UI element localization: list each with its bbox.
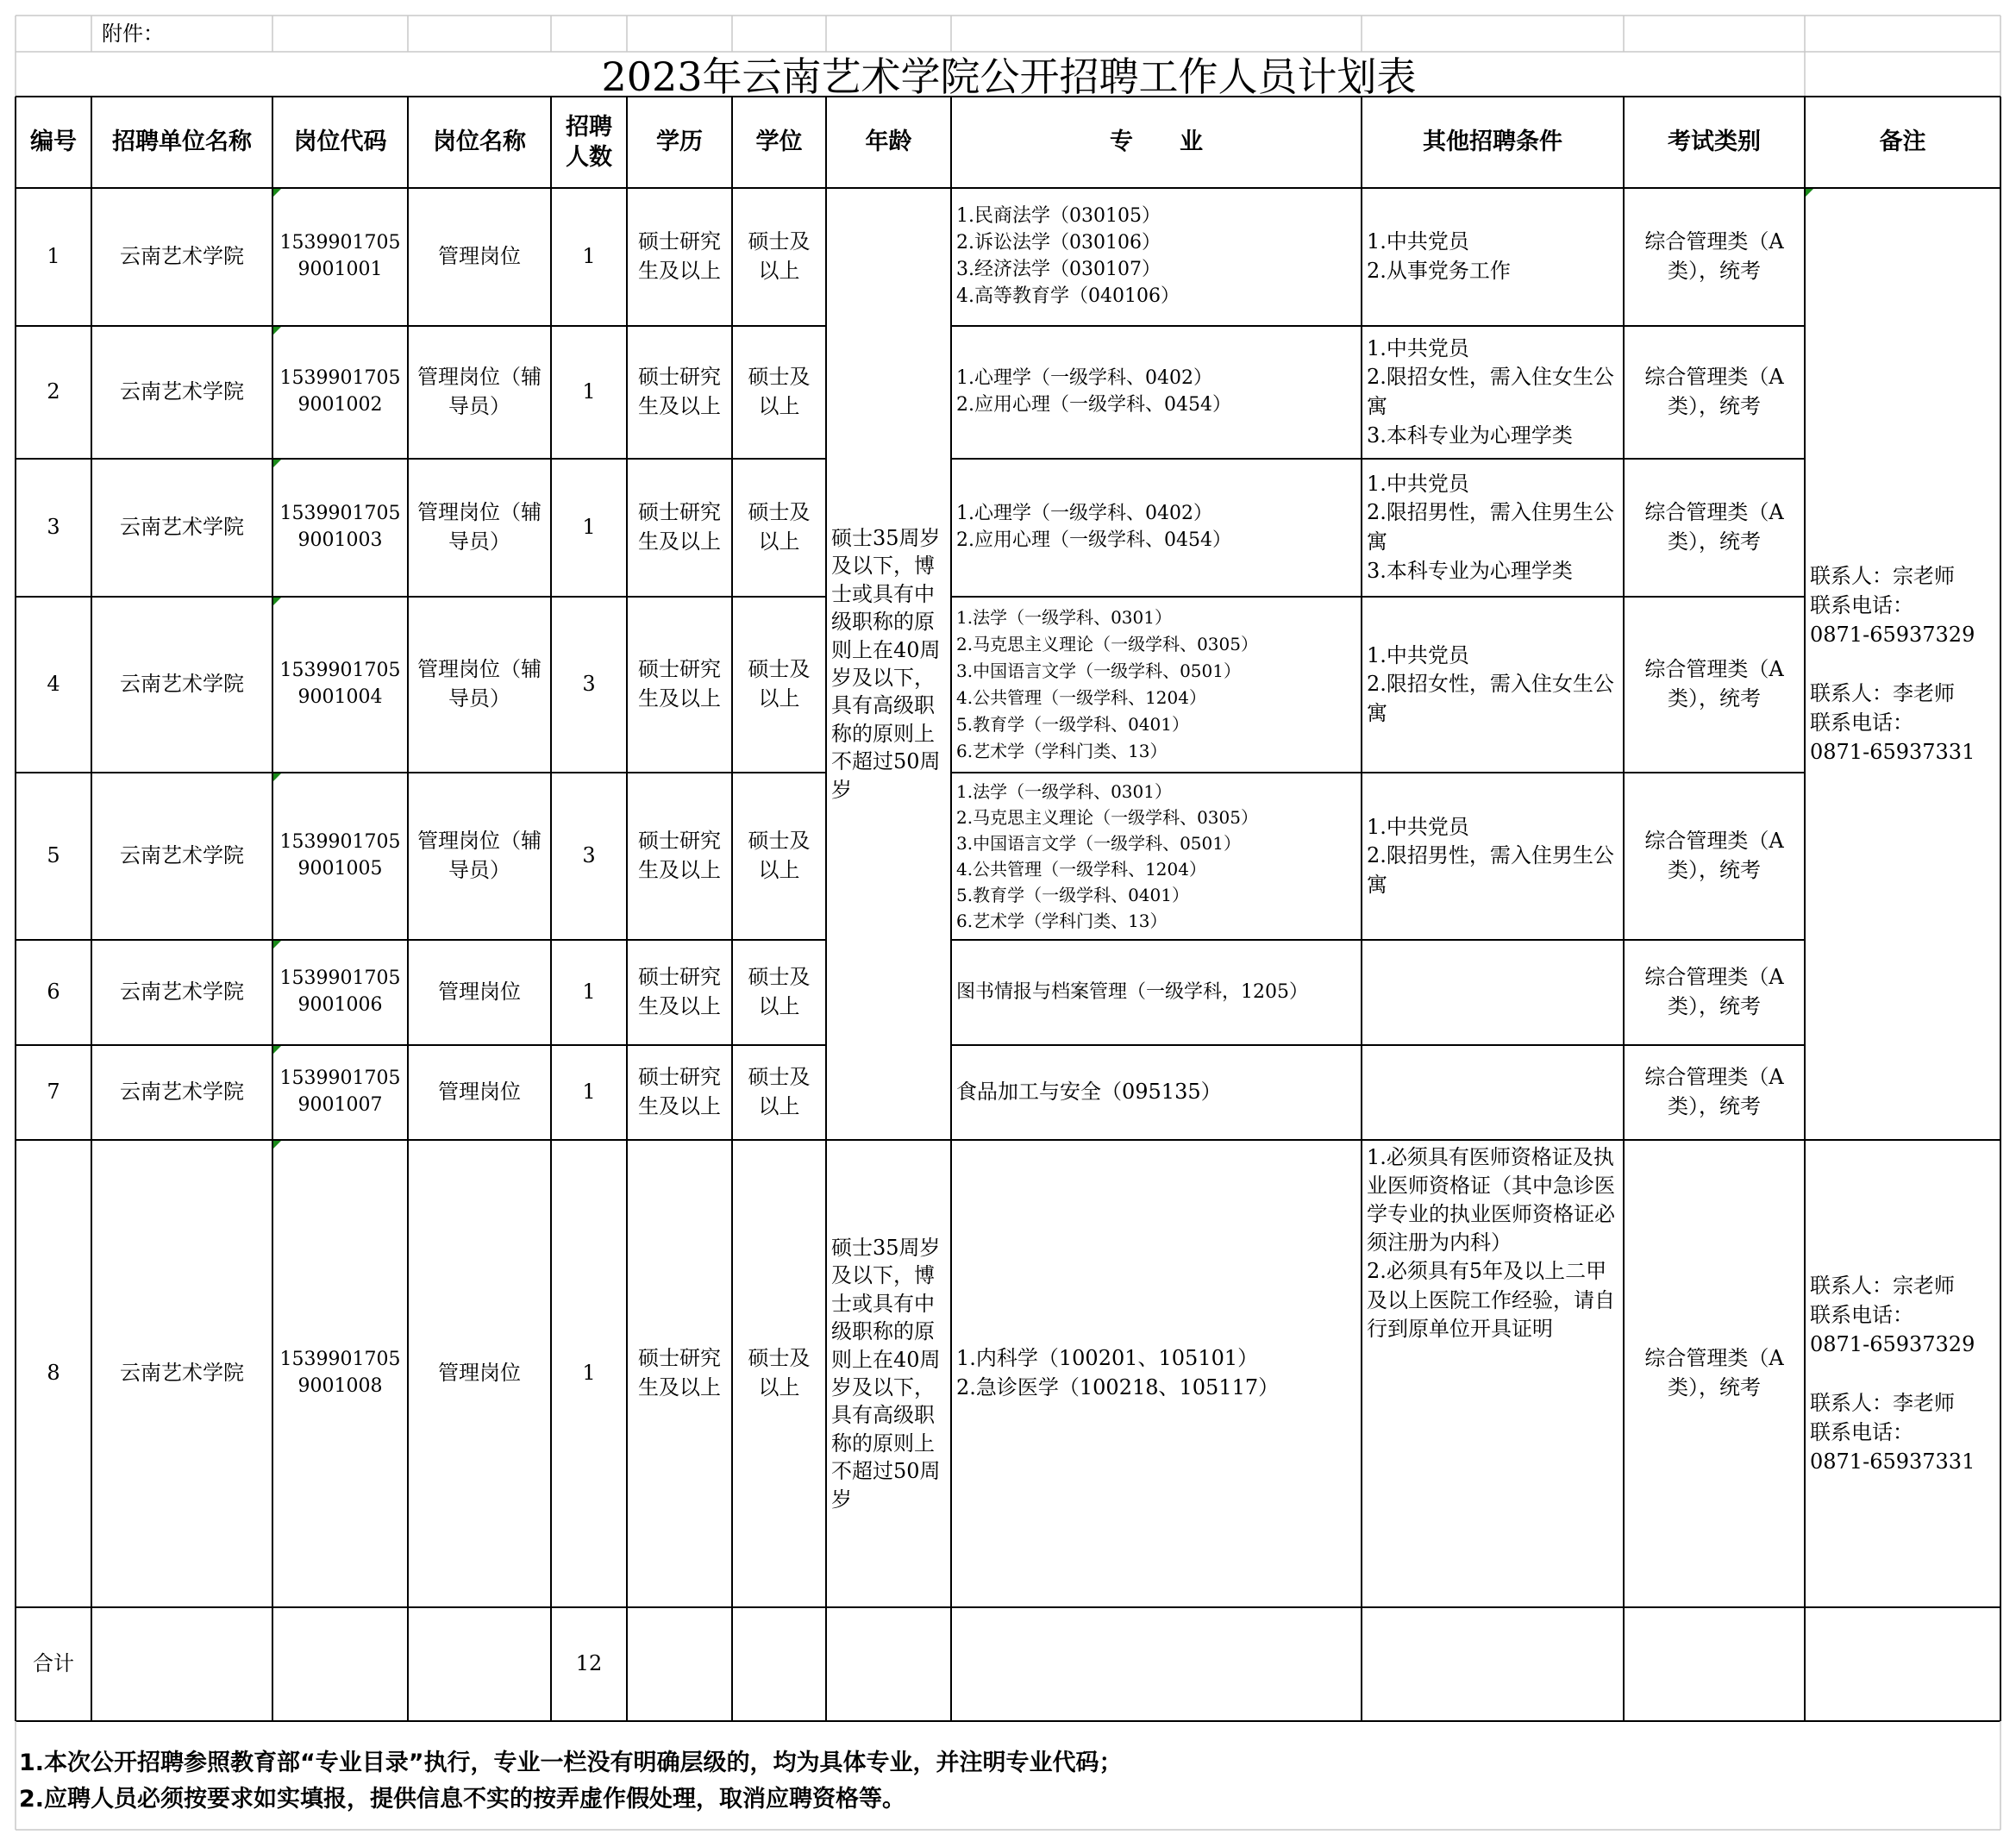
- row-8-exam: 综合管理类（A类），统考: [1644, 1346, 1784, 1399]
- row-6-exam: 综合管理类（A类），统考: [1644, 965, 1784, 1018]
- row-5-count: 3: [582, 843, 596, 868]
- row-2-exam: 综合管理类（A类），统考: [1644, 365, 1784, 418]
- row-7-exam: 综合管理类（A类），统考: [1644, 1065, 1784, 1118]
- row-7-count: 1: [582, 1080, 596, 1105]
- row-5-code: 15399017059001005: [279, 831, 401, 880]
- row-1-other: 1.中共党员 2.从事党务工作: [1367, 229, 1511, 283]
- row-5-education: 硕士研究生及以上: [638, 829, 721, 882]
- row-6-code: 15399017059001006: [279, 967, 401, 1016]
- header-age: 年龄: [865, 128, 912, 156]
- row-3-name: 管理岗位（辅导员）: [417, 500, 542, 554]
- row-6-count: 1: [582, 980, 596, 1005]
- note-2: 2.应聘人员必须按要求如实填报，提供信息不实的按弄虚作假处理，取消应聘资格等。: [19, 1786, 906, 1813]
- row-8-name: 管理岗位: [438, 1361, 521, 1386]
- row-8-count: 1: [582, 1361, 596, 1386]
- row-1-degree: 硕士及以上: [748, 229, 811, 283]
- attachment-label: 附件：: [102, 22, 164, 47]
- remark-contact-row-8: 联系人：宗老师 联系电话： 0871-65937329 联系人：李老师 联系电话： 0871-65937331: [1810, 1273, 1975, 1474]
- header-other-conditions: 其他招聘条件: [1423, 128, 1562, 156]
- row-6-education: 硕士研究生及以上: [638, 965, 721, 1018]
- age-requirement-rows-1-7: 硕士35周岁及以下，博士或具有中级职称的原则上在40周岁及以下，具有高级职称的原则上不超过50周岁: [831, 526, 941, 802]
- row-4-education: 硕士研究生及以上: [638, 657, 721, 711]
- row-5-other: 1.中共党员 2.限招男性，需入住男生公寓: [1367, 814, 1614, 897]
- row-2-code: 15399017059001002: [279, 367, 401, 416]
- row-7-degree: 硕士及以上: [748, 1065, 811, 1118]
- row-8-unit: 云南艺术学院: [120, 1361, 244, 1386]
- row-7-no: 7: [47, 1080, 60, 1105]
- total-count: 12: [575, 1651, 603, 1676]
- row-6-other: [1362, 940, 1624, 1045]
- row-2-degree: 硕士及以上: [748, 365, 811, 418]
- header-exam-type: 考试类别: [1668, 128, 1761, 156]
- row-2-education: 硕士研究生及以上: [638, 365, 721, 418]
- row-1-name: 管理岗位: [438, 244, 521, 269]
- row-2-other: 1.中共党员 2.限招女性，需入住女生公寓 3.本科专业为心理学类: [1367, 335, 1614, 448]
- row-5-degree: 硕士及以上: [748, 829, 811, 882]
- row-4-other: 1.中共党员 2.限招女性，需入住女生公寓: [1367, 642, 1614, 725]
- row-8-degree: 硕士及以上: [748, 1346, 811, 1399]
- row-8-major: 1.内科学（100201、105101） 2.急诊医学（100218、105117）: [956, 1346, 1280, 1399]
- row-7-name: 管理岗位: [438, 1080, 521, 1105]
- row-3-code: 15399017059001003: [279, 503, 401, 551]
- row-5-name: 管理岗位（辅导员）: [417, 829, 542, 882]
- row-8-code: 15399017059001008: [279, 1349, 401, 1397]
- row-2-unit: 云南艺术学院: [120, 379, 244, 404]
- row-8-no: 8: [47, 1361, 60, 1386]
- row-4-degree: 硕士及以上: [748, 657, 811, 711]
- row-8-education: 硕士研究生及以上: [638, 1346, 721, 1399]
- row-2-name: 管理岗位（辅导员）: [417, 365, 542, 418]
- header-count: 招聘 人数: [566, 113, 612, 171]
- row-5-unit: 云南艺术学院: [120, 843, 244, 868]
- row-2-count: 1: [582, 379, 596, 404]
- row-3-exam: 综合管理类（A类），统考: [1644, 500, 1784, 554]
- row-7-code: 15399017059001007: [279, 1068, 401, 1116]
- row-3-unit: 云南艺术学院: [120, 515, 244, 540]
- row-5-no: 5: [47, 843, 60, 868]
- row-5-major: 1.法学（一级学科、0301） 2.马克思主义理论（一级学科、0305） 3.中国语言文学（一级学科、0501） 4.公共管理（一级学科、1204） 5.教育学（一级学科、0401） 6.艺术学（学科门类、13）: [956, 781, 1258, 931]
- row-3-other: 1.中共党员 2.限招男性，需入住男生公寓 3.本科专业为心理学类: [1367, 471, 1614, 583]
- header-remark: 备注: [1879, 128, 1926, 156]
- page-title: 2023年云南艺术学院公开招聘工作人员计划表: [601, 53, 1417, 100]
- row-1-count: 1: [582, 244, 596, 269]
- total-label: 合计: [33, 1651, 74, 1676]
- row-2-major: 1.心理学（一级学科、0402） 2.应用心理（一级学科、0454）: [956, 367, 1231, 416]
- header-degree: 学位: [755, 128, 803, 156]
- row-4-exam: 综合管理类（A类），统考: [1644, 657, 1784, 711]
- row-3-education: 硕士研究生及以上: [638, 500, 721, 554]
- row-3-count: 1: [582, 515, 596, 540]
- header-unit: 招聘单位名称: [112, 128, 252, 156]
- row-1-code: 15399017059001001: [279, 232, 401, 280]
- age-requirement-row-8: 硕士35周岁及以下，博士或具有中级职称的原则上在40周岁及以下，具有高级职称的原则上不超过50周岁: [831, 1236, 941, 1512]
- row-4-no: 4: [47, 672, 60, 697]
- row-6-degree: 硕士及以上: [748, 965, 811, 1018]
- note-1: 1.本次公开招聘参照教育部“专业目录”执行，专业一栏没有明确层级的，均为具体专业，并注明专业代码；: [19, 1750, 1123, 1776]
- row-6-major: 图书情报与档案管理（一级学科，1205）: [956, 980, 1308, 1003]
- row-6-unit: 云南艺术学院: [120, 980, 244, 1005]
- remark-contact-rows-1-7: 联系人：宗老师 联系电话： 0871-65937329 联系人：李老师 联系电话： 0871-65937331: [1810, 563, 1975, 765]
- row-5-exam: 综合管理类（A类），统考: [1644, 829, 1784, 882]
- row-6-no: 6: [47, 980, 60, 1005]
- row-7-unit: 云南艺术学院: [120, 1080, 244, 1105]
- row-1-exam: 综合管理类（A类），统考: [1644, 229, 1784, 283]
- row-4-code: 15399017059001004: [279, 660, 401, 708]
- row-1-major: 1.民商法学（030105） 2.诉讼法学（030106） 3.经济法学（030107） 4.高等教育学（040106）: [956, 205, 1180, 307]
- row-4-unit: 云南艺术学院: [120, 672, 244, 697]
- row-4-name: 管理岗位（辅导员）: [417, 657, 542, 711]
- row-1-education: 硕士研究生及以上: [638, 229, 721, 283]
- row-3-degree: 硕士及以上: [748, 500, 811, 554]
- row-1-unit: 云南艺术学院: [120, 244, 244, 269]
- row-6-name: 管理岗位: [438, 980, 521, 1005]
- row-4-major: 1.法学（一级学科、0301） 2.马克思主义理论（一级学科、0305） 3.中国语言文学（一级学科、0501） 4.公共管理（一级学科、1204） 5.教育学（一级学科、0401） 6.艺术学（学科门类、13）: [956, 607, 1258, 761]
- header-education: 学历: [656, 128, 703, 156]
- row-7-major: 食品加工与安全（095135）: [956, 1080, 1222, 1105]
- row-7-education: 硕士研究生及以上: [638, 1065, 721, 1118]
- row-8-other: 1.必须具有医师资格证及执业医师资格证（其中急诊医学专业的执业医师资格证必须注册为内科） 2.必须具有5年及以上二甲及以上医院工作经验，请自行到原单位开具证明: [1367, 1145, 1615, 1341]
- row-4-count: 3: [582, 672, 596, 697]
- row-3-major: 1.心理学（一级学科、0402） 2.应用心理（一级学科、0454）: [956, 503, 1231, 551]
- row-2-no: 2: [47, 379, 60, 404]
- header-name: 岗位名称: [433, 128, 526, 156]
- header-no: 编号: [30, 128, 77, 156]
- row-7-other: [1362, 1045, 1624, 1140]
- header-major: 专 业: [1110, 128, 1203, 156]
- row-1-no: 1: [47, 244, 60, 269]
- row-3-no: 3: [47, 515, 60, 540]
- header-code: 岗位代码: [293, 128, 387, 156]
